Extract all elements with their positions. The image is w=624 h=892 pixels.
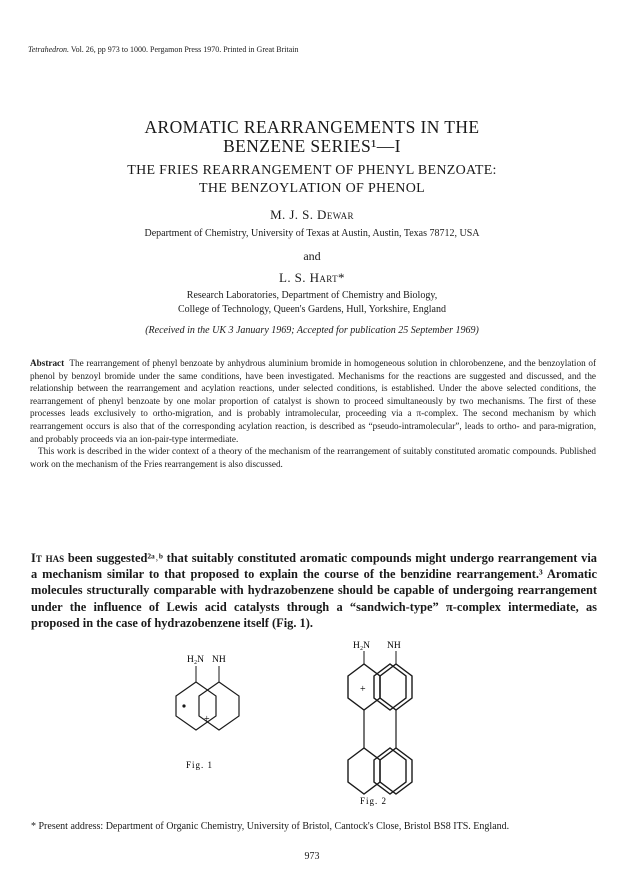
author-1-initials: M. J. S. bbox=[270, 207, 318, 222]
fig1-dot bbox=[182, 704, 185, 707]
figure-2-structure bbox=[340, 638, 450, 808]
author-1-affiliation: Department of Chemistry, University of Texas at Austin, Austin, Texas 78712, USA bbox=[144, 228, 480, 239]
author-1-surname: Dewar bbox=[317, 207, 354, 222]
fig1-h2n-label: H₂N bbox=[187, 655, 205, 665]
fig2-plus: + bbox=[360, 684, 366, 695]
received-dates: (Received in the UK 3 January 1969; Accepted for publication 25 September 1969) bbox=[145, 325, 479, 336]
fig2-ring-top-right bbox=[374, 664, 406, 710]
author-2-surname: Hart* bbox=[309, 270, 345, 285]
subtitle-line-1: THE FRIES REARRANGEMENT OF PHENYL BENZOATE: bbox=[127, 163, 497, 178]
page-number: 973 bbox=[304, 851, 320, 862]
abstract bbox=[30, 357, 596, 470]
subtitle-line-2: THE BENZOYLATION OF PHENOL bbox=[199, 181, 425, 196]
footnote: * Present address: Department of Organic Chemistry, University of Bristol, Cantock's Close, Bristol BS8 ITS. England. bbox=[31, 821, 510, 832]
author-2-affiliation-2: College of Technology, Queen's Gardens, Hull, Yorkshire, England bbox=[177, 304, 446, 315]
journal-citation bbox=[28, 45, 299, 54]
introduction-text: been suggested²ᵃ˒ᵇ that suitably constituted aromatic compounds might undergo rearrangement via a mechanism similar to that proposed to explain the course of the benzidine rearrangement.³ Aromatic molecules structurally comparable with hydrazobenzene should be capable of undergoing rearrangement under the influence of Lewis acid catalysts through a “sandwich-type” π-complex intermediate, as proposed in the case of hydrazobenzene itself (Fig. 1). bbox=[31, 551, 597, 630]
author-2-initials: L. S. bbox=[279, 270, 310, 285]
fig2-h2n-label: H₂N bbox=[353, 641, 371, 651]
figure-1-structure bbox=[160, 648, 260, 788]
author-conjunction: and bbox=[303, 249, 321, 263]
fig2-ring-top-right-outer bbox=[380, 664, 412, 710]
abstract-paragraph-1: The rearrangement of phenyl benzoate by anhydrous aluminium bromide in homogeneous solution in chlorobenzene, and the benzoylation of phenol by benzoyl bromide under the same conditions, have been investigated. Mechanisms for the reactions are suggested and discussed, and the relationship between the rearrangement and acylation reactions, under selected conditions, is established. Under the above selected conditions, the rearrangement of phenyl benzoate by one molar proportion of catalyst is shown to proceed simultaneously by two mechanisms. The first of these processes leads exclusively to ortho-migration, and is probably intramolecular, proceeding via a π-complex. The second mechanism by which rearrangement occurs is also that of the corresponding acylation reaction, is described as “pseudo-intramolecular”, leads to ortho- and para-migration, and probably proceeds via an ion-pair-type intermediate. bbox=[30, 358, 596, 444]
fig1-ring-left bbox=[176, 682, 216, 730]
abstract-label: Abstract bbox=[30, 358, 65, 368]
fig2-ring-bottom-right-inner bbox=[374, 748, 406, 794]
title-line-2: BENZENE SERIES¹—I bbox=[223, 136, 401, 156]
fig2-ring-bottom-left bbox=[348, 748, 380, 794]
abstract-paragraph-2: This work is described in the wider context of a theory of the mechanism of the rearrangement of suitably constituted aromatic compounds. Published work on the mechanism of the Fries rearrangement is also discussed. bbox=[30, 446, 596, 469]
fig1-nh-label: NH bbox=[212, 655, 226, 665]
author-2-name bbox=[0, 270, 624, 286]
fig2-ring-bottom-right bbox=[380, 748, 412, 794]
journal-name: Tetrahedron. bbox=[28, 45, 69, 54]
journal-details: Vol. 26, pp 973 to 1000. Pergamon Press 1970. Printed in Great Britain bbox=[70, 45, 299, 54]
figure-2-caption: Fig. 2 bbox=[360, 796, 388, 806]
author-1-name bbox=[0, 207, 624, 223]
introduction-lead: It has bbox=[31, 551, 65, 565]
introduction-paragraph bbox=[31, 550, 597, 631]
figure-1-caption: Fig. 1 bbox=[186, 760, 214, 770]
title-line-1: AROMATIC REARRANGEMENTS IN THE bbox=[144, 117, 480, 137]
fig2-nh-label: NH bbox=[387, 641, 401, 651]
fig1-plus: + bbox=[204, 714, 210, 725]
author-2-affiliation-1: Research Laboratories, Department of Chemistry and Biology, bbox=[186, 290, 438, 301]
